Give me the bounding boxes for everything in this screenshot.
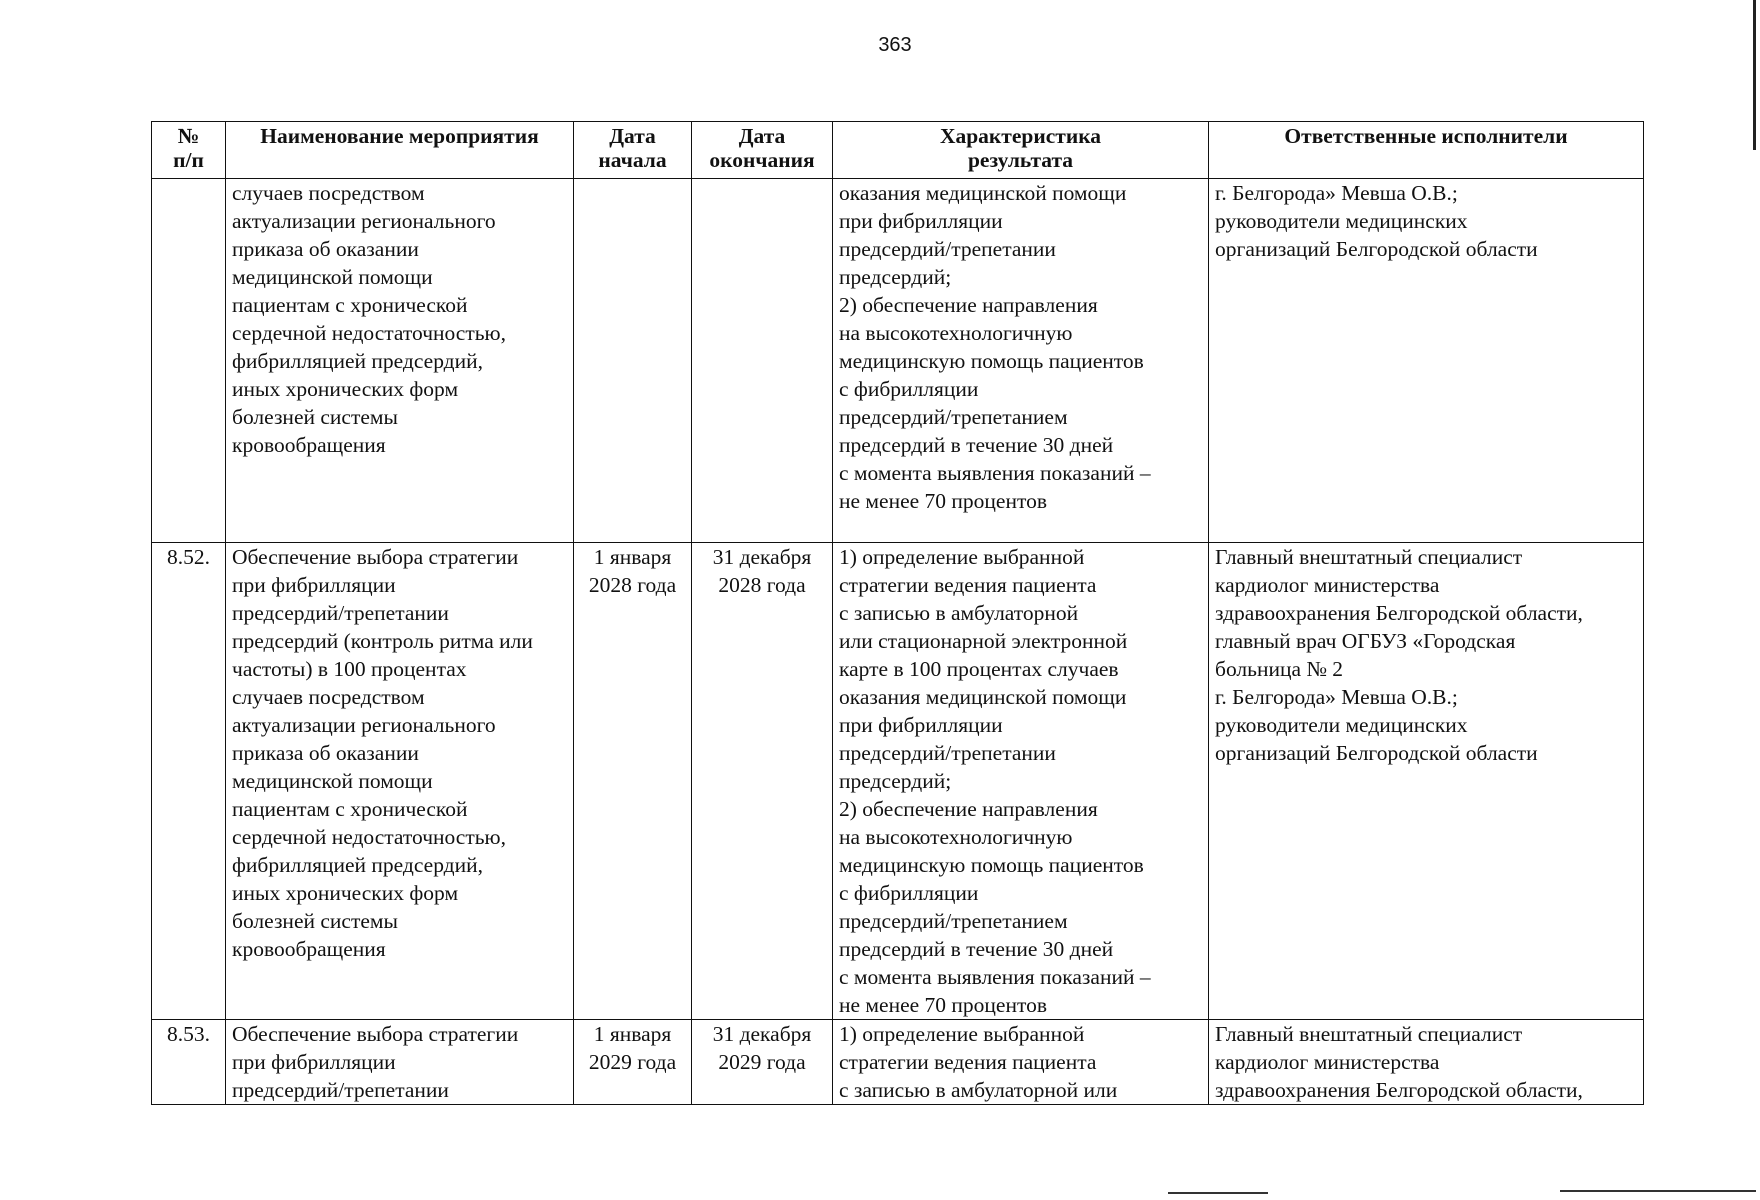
header-start-date: Дата начала <box>574 122 692 179</box>
end-date-cell: 31 декабря 2028 года <box>692 543 833 1020</box>
executors-cell: г. Белгорода» Мевша О.В.; руководители медицинских организаций Белгородской области <box>1209 179 1644 543</box>
row-number <box>152 179 226 543</box>
result-cell: 1) определение выбранной стратегии ведения пациента с записью в амбулаторной или стационарной электронной карте в 100 процентах случаев оказания медицинской помощи при фибрилляции предсердий/трепетании предсердий; 2) обеспечение направления на высокотехнологичную медицинскую помощь пациентов с фибрилляции предсердий/трепетанием предсердий в течение 30 дней с момента выявления показаний – не менее 70 процентов <box>833 543 1209 1020</box>
start-date-cell: 1 января 2029 года <box>574 1020 692 1105</box>
executors-cell: Главный внештатный специалист кардиолог министерства здравоохранения Белгородской области, <box>1209 1020 1644 1105</box>
row-number: 8.52. <box>152 543 226 1020</box>
event-name-cell: Обеспечение выбора стратегии при фибрилляции предсердий/трепетании <box>226 1020 574 1105</box>
header-executors: Ответственные исполнители <box>1209 122 1644 179</box>
event-name-cell: случаев посредством актуализации регионального приказа об оказании медицинской помощи пациентам с хронической сердечной недостаточностью, фибрилляцией предсердий, иных хронических форм болезней системы кровообращения <box>226 179 574 543</box>
scan-artifact-line <box>1560 1190 1756 1192</box>
result-cell: оказания медицинской помощи при фибрилляции предсердий/трепетании предсердий; 2) обеспечение направления на высокотехнологичную медицинскую помощь пациентов с фибрилляции предсердий/трепетанием предсердий в течение 30 дней с момента выявления показаний – не менее 70 процентов <box>833 179 1209 543</box>
header-end-date: Дата окончания <box>692 122 833 179</box>
result-cell: 1) определение выбранной стратегии ведения пациента с записью в амбулаторной или <box>833 1020 1209 1105</box>
table-header-row <box>152 122 1644 179</box>
page-number: 363 <box>878 34 912 56</box>
executors-cell: Главный внештатный специалист кардиолог министерства здравоохранения Белгородской области, главный врач ОГБУЗ «Городская больница № 2 г. Белгорода» Мевша О.В.; руководители медицинских организаций Белгородской области <box>1209 543 1644 1020</box>
header-number: № п/п <box>152 122 226 179</box>
header-result: Характеристика результата <box>833 122 1209 179</box>
row-number: 8.53. <box>152 1020 226 1105</box>
scan-artifact-line <box>1168 1192 1268 1194</box>
table-row <box>152 1020 1644 1105</box>
table-row <box>152 543 1644 1020</box>
start-date-cell: 1 января 2028 года <box>574 543 692 1020</box>
action-plan-table <box>151 121 1644 1105</box>
start-date-cell <box>574 179 692 543</box>
header-event-name: Наименование мероприятия <box>226 122 574 179</box>
end-date-cell: 31 декабря 2029 года <box>692 1020 833 1105</box>
event-name-cell: Обеспечение выбора стратегии при фибрилляции предсердий/трепетании предсердий (контроль ритма или частоты) в 100 процентах случаев посредством актуализации регионального приказа об оказании медицинской помощи пациентам с хронической сердечной недостаточностью, фибрилляцией предсердий, иных хронических форм болезней системы кровообращения <box>226 543 574 1020</box>
scan-edge-mark <box>1753 0 1756 150</box>
end-date-cell <box>692 179 833 543</box>
table-row <box>152 179 1644 543</box>
